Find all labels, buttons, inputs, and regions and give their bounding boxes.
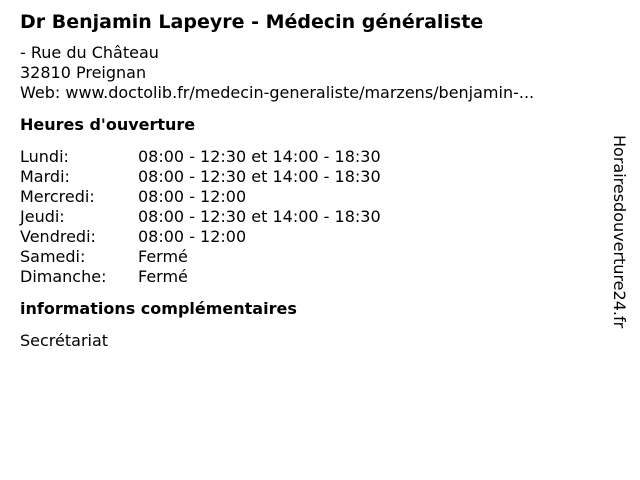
hours-row-thursday	[20, 207, 381, 227]
day-label: Mardi:	[20, 167, 70, 186]
day-label: Lundi:	[20, 147, 69, 166]
day-label: Vendredi:	[20, 227, 96, 246]
day-hours: 08:00 - 12:30 et 14:00 - 18:30	[138, 167, 381, 186]
opening-hours-heading: Heures d'ouverture	[20, 115, 196, 134]
day-label: Dimanche:	[20, 267, 107, 286]
day-hours: 08:00 - 12:30 et 14:00 - 18:30	[138, 207, 381, 226]
day-hours: Fermé	[138, 247, 188, 266]
page-title: Dr Benjamin Lapeyre - Médecin généraliste	[20, 11, 484, 33]
hours-row-sunday	[20, 267, 381, 287]
hours-row-saturday	[20, 247, 381, 267]
site-watermark: Horairesdouverture24.fr	[610, 135, 629, 329]
hours-row-monday	[20, 147, 381, 167]
day-hours: 08:00 - 12:00	[138, 227, 247, 246]
day-hours: 08:00 - 12:30 et 14:00 - 18:30	[138, 147, 381, 166]
day-hours: Fermé	[138, 267, 188, 286]
address-web: Web: www.doctolib.fr/medecin-generaliste/marzens/benjamin-...	[20, 83, 535, 102]
opening-hours-table	[20, 147, 381, 287]
day-label: Samedi:	[20, 247, 86, 266]
additional-info-text: Secrétariat	[20, 331, 109, 350]
hours-row-friday	[20, 227, 381, 247]
hours-row-wednesday	[20, 187, 381, 207]
additional-info-heading: informations complémentaires	[20, 299, 297, 318]
day-hours: 08:00 - 12:00	[138, 187, 247, 206]
address-street: - Rue du Château	[20, 43, 159, 62]
address-city: 32810 Preignan	[20, 63, 147, 82]
address-block	[20, 43, 600, 103]
day-label: Jeudi:	[20, 207, 65, 226]
business-card	[20, 10, 600, 351]
day-label: Mercredi:	[20, 187, 95, 206]
hours-row-tuesday	[20, 167, 381, 187]
